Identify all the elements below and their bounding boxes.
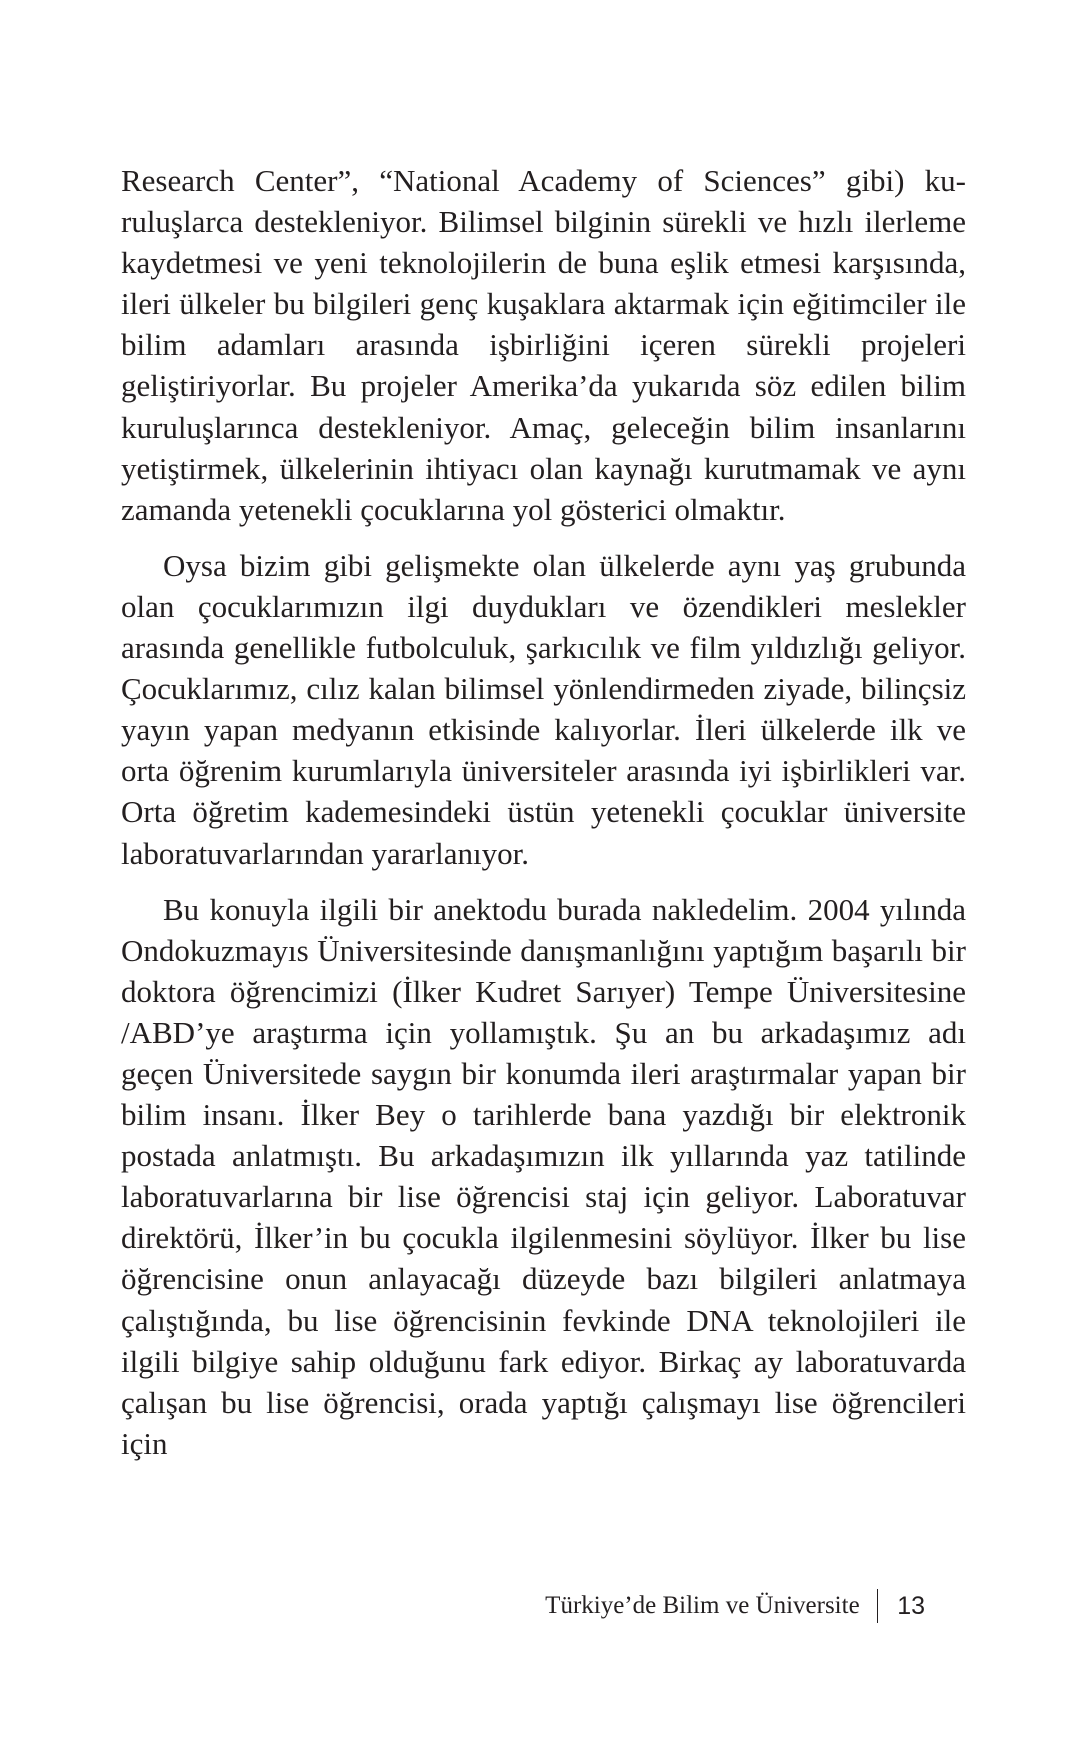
- paragraph-1: Research Center”, “National Academy of Sciences” gibi) kuruluşlarca destekleniyor. Bilimsel bilginin sürekli ve hızlı ilerleme kaydetmesi ve yeni teknolojilerin de buna eşlik etmesi karşısında, ileri ülkeler bu bilgileri genç kuşaklara aktarmak için eğitimciler ile bilim adamları arasında işbirliğini içeren sürekli projeleri geliştiriyorlar. Bu projeler Amerika’da yukarıda söz edilen bilim kuruluşlarınca destekleniyor. Amaç, geleceğin bilim insanlarını yetiştirmek, ülkelerinin ihtiyacı olan kaynağı kurutmamak ve aynı zamanda yetenekli çocuklarına yol gösterici olmaktır.: [121, 163, 966, 527]
- body-text: [121, 160, 966, 1479]
- paragraph-3: Bu konuyla ilgili bir anektodu burada nakledelim. 2004 yılında Ondokuzmayıs Üniversitesinde danışmanlığını yaptığım başarılı bir doktora öğrencimizi (İlker Kudret Sarıyer) Tempe Üniversitesine /ABD’ye araştırma için yollamıştık. Şu an bu arkadaşımız adı geçen Üniversitede saygın bir konumda ileri araştırmalar yapan bir bilim insanı. İlker Bey o tarihlerde bana yazdığı bir elektronik postada anlatmıştı. Bu arkadaşımızın ilk yıllarında yaz tatilinde laboratuvarlarına bir lise öğrencisi staj için geliyor. Laboratuvar direktörü, İlker’in bu çocukla ilgilenmesini söylüyor. İlker bu lise öğrencisine onun anlayacağı düzeyde bazı bilgileri anlatmaya çalıştığında, bu lise öğrencisinin fevkinde DNA teknolojileri ile ilgili bilgiye sahip olduğunu fark ediyor. Birkaç ay laboratuvarda çalışan bu lise öğrencisi, orada yaptığı çalışmayı lise öğrencileri için: [121, 891, 966, 1461]
- page-footer: [545, 1588, 925, 1624]
- running-footer-title: Türkiye’de Bilim ve Üniversite: [545, 1592, 860, 1619]
- paragraph-2: Oysa bizim gibi gelişmekte olan ülkelerde aynı yaş grubunda olan çocuklarımızın ilgi duydukları ve özendikleri meslekler arasında genellikle futbolculuk, şarkıcılık ve film yıldızlığı geliyor. Çocuklarımız, cılız kalan bilimsel yönlendirmeden ziyade, bilinçsiz yayın yapan medyanın etkisinde kalıyorlar. İleri ülkelerde ilk ve orta öğrenim kurumlarıyla üniversiteler arasında iyi işbirlikleri var. Orta öğretim kademesindeki üstün yetenekli çocuklar üniversite laboratuvarlarından yararlanıyor.: [121, 547, 966, 871]
- footer-divider: [877, 1589, 879, 1623]
- page-number: 13: [897, 1591, 925, 1620]
